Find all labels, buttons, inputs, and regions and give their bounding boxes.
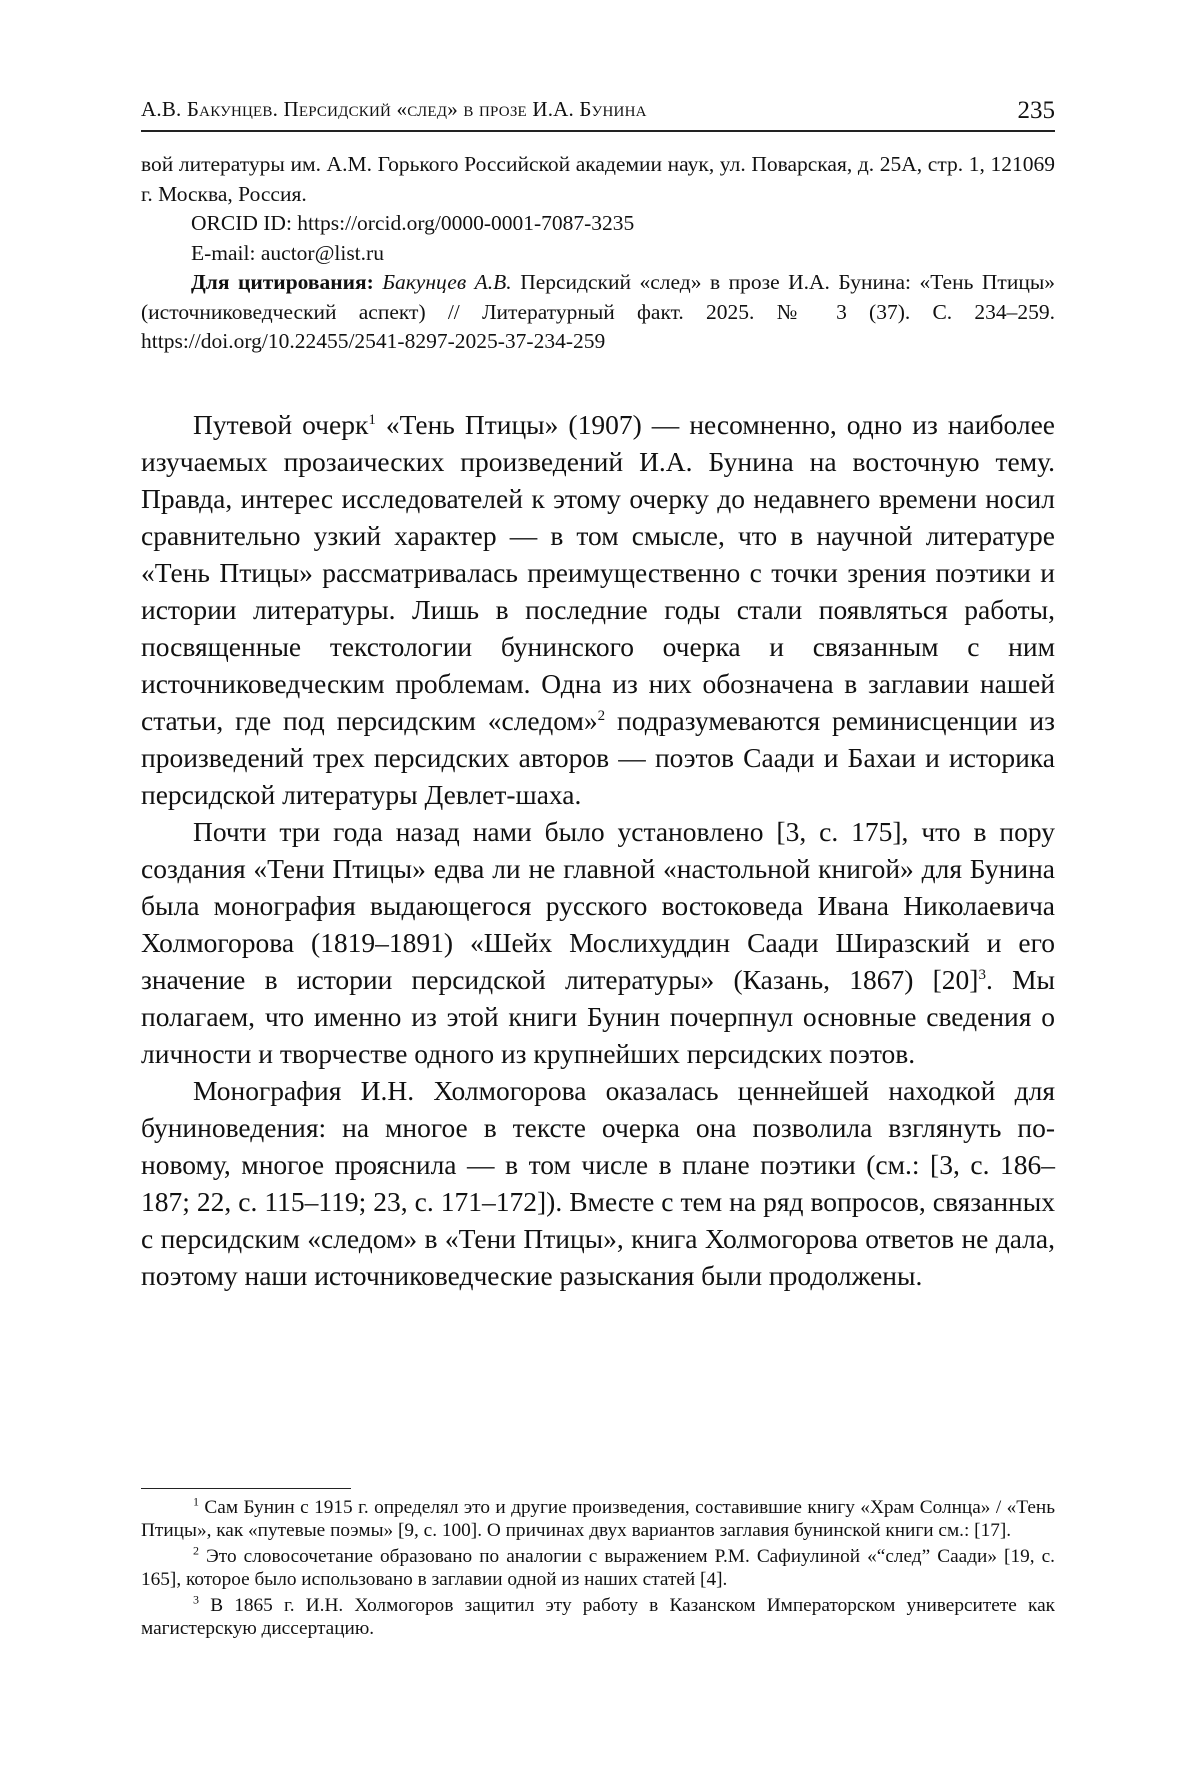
citation-block <box>141 268 1055 357</box>
paragraph-1-text-a: Путевой очерк <box>193 409 369 440</box>
paragraph-3: Монография И.Н. Холмогорова оказалась ценнейшей находкой для буниноведения: на многое в тексте очерка она позволила взглянуть по-новому, многое прояснила — в том числе в плане поэтики (см.: [3, с. 186–187; 22, с. 115–119; 23, с. 171–172]). Вместе с тем на ряд вопросов, связанных с персидским «следом» в «Тени Птицы», книга Холмогорова ответов не дала, поэтому наши источниковедческие разыскания были продолжены. <box>141 1075 1055 1291</box>
article-meta <box>141 150 1055 357</box>
footnote-number: 3 <box>193 1592 199 1607</box>
footnote-text: Это словосочетание образовано по аналогии с выражением Р.М. Сафиулиной «“след” Саади» [19, с. 165], которое было использовано в заглавии одной из наших статей [4]. <box>141 1546 1055 1590</box>
footnote-text: В 1865 г. И.Н. Холмогоров защитил эту работу в Казанском Императорском университете как магистерскую диссертацию. <box>141 1595 1055 1639</box>
journal-page <box>141 0 1055 1780</box>
orcid-line: ORCID ID: https://orcid.org/0000-0001-7087-3235 <box>191 211 635 235</box>
paragraph-2-text-b: . Мы полагаем, что именно из этой книги Бунин почерпнул основные сведения о личности и творчестве одного из крупнейших персидских поэтов. <box>141 964 1055 1069</box>
running-title: А.В. Бакунцев. Персидский «след» в прозе И.А. Бунина <box>141 97 647 121</box>
author-affiliation: вой литературы им. А.М. Горького Российской академии наук, ул. Поварская, д. 25А, стр. 1, 121069 г. Москва, Россия. <box>141 152 1055 206</box>
footnote-2 <box>141 1543 1055 1591</box>
running-header <box>141 90 1055 132</box>
footnote-ref-3[interactable]: 3 <box>978 966 986 983</box>
footnote-number: 1 <box>193 1494 199 1509</box>
paragraph-2-text-a: Почти три года назад нами было установлено [3, с. 175], что в пору создания «Тени Птицы» едва ли не главной «настольной книгой» для Бунина была монография выдающегося русского востоковеда Ивана Николаевича Холмогорова (1819–1891) «Шейх Мослихуддин Саади Ширазский и его значение в истории персидской литературы» (Казань, 1867) [20] <box>141 816 1055 995</box>
footnotes <box>141 1494 1055 1644</box>
footnote-number: 2 <box>193 1543 199 1558</box>
footnote-ref-1[interactable]: 1 <box>368 411 376 428</box>
citation-text: Персидский «след» в прозе И.А. Бунина: «Тень Птицы» (источниковедческий аспект) // Литературный факт. 2025. № 3 (37). С. 234–259. https://doi.org/10.22455/2541-8297-2025-37-234-259 <box>141 270 1056 353</box>
footnote-divider <box>141 1488 351 1489</box>
citation-label: Для цитирования: <box>191 270 374 294</box>
paragraph-2 <box>141 813 1055 1072</box>
paragraph-1-text-c: подразумеваются реминисценции из произведений трех персидских авторов — поэтов Саади и Бахаи и историка персидской литературы Девлет-шаха. <box>141 705 1055 810</box>
footnote-3 <box>141 1592 1055 1640</box>
paragraph-1-text-b: «Тень Птицы» (1907) — несомненно, одно из наиболее изучаемых прозаических произведений И.А. Бунина на восточную тему. Правда, интерес исследователей к этому очерку до недавнего времени носил сравнительно узкий характер — в том смысле, что в научной литературе «Тень Птицы» рассматривалась преимущественно с точки зрения поэтики и истории литературы. Лишь в последние годы стали появляться работы, посвященные текстологии бунинского очерка и связанным с ним источниковедческим проблемам. Одна из них обозначена в заглавии нашей статьи, где под персидским «следом» <box>141 409 1055 736</box>
footnote-1 <box>141 1494 1055 1542</box>
page-number: 235 <box>1017 97 1055 124</box>
email-line: E-mail: auctor@list.ru <box>191 240 384 265</box>
citation-author: Бакунцев А.В. <box>382 270 512 294</box>
paragraph-1 <box>141 406 1055 813</box>
footnote-text: Сам Бунин с 1915 г. определял это и другие произведения, составившие книгу «Храм Солнца» / «Тень Птицы», как «путевые поэмы» [9, с. 100]. О причинах двух вариантов заглавия бунинской книги см.: [17]. <box>141 1497 1055 1541</box>
footnote-ref-2[interactable]: 2 <box>597 707 606 724</box>
article-body <box>141 406 1055 1294</box>
